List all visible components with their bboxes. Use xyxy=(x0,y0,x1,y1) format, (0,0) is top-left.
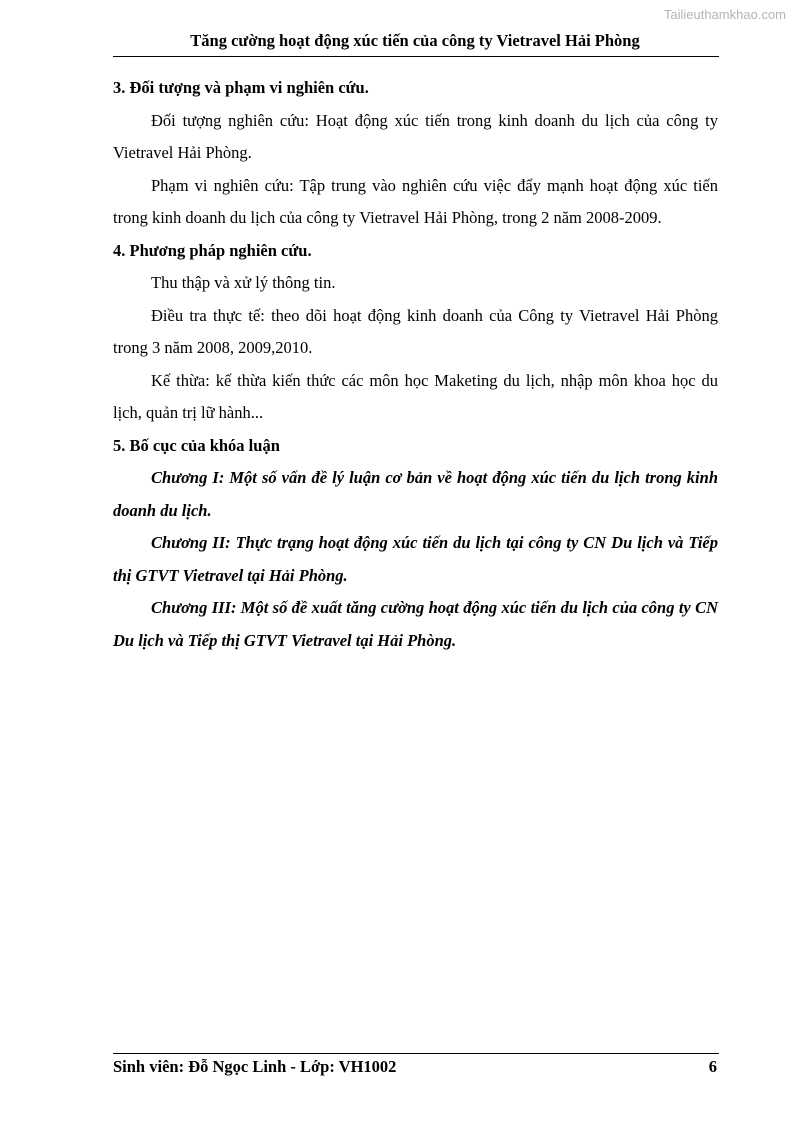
footer-divider xyxy=(113,1053,719,1054)
section-3-paragraph: Đối tượng nghiên cứu: Hoạt động xúc tiến trong kinh doanh du lịch của công ty Vietravel Hải Phòng. xyxy=(113,110,718,162)
section-4-paragraph: Điều tra thực tế: theo dõi hoạt động kinh doanh của Công ty Vietravel Hải Phòng trong 3 năm 2008, 2009,2010. xyxy=(113,305,718,357)
section-3-paragraph: Phạm vi nghiên cứu: Tập trung vào nghiên cứu việc đẩy mạnh hoạt động xúc tiến trong kinh doanh du lịch của công ty Vietravel Hải Phòng, trong 2 năm 2008-2009. xyxy=(113,175,718,227)
footer-author-line: Sinh viên: Đỗ Ngọc Linh - Lớp: VH1002 xyxy=(113,1057,397,1076)
chapter-item: Chương I: Một số vấn đề lý luận cơ bản về hoạt động xúc tiến du lịch trong kinh doanh du lịch. xyxy=(113,468,718,520)
page-number: 6 xyxy=(708,1057,717,1076)
watermark: Tailieuthamkhao.com xyxy=(663,7,786,22)
section-3-heading: 3. Đối tượng và phạm vi nghiên cứu. xyxy=(113,78,369,97)
chapter-item: Chương III: Một số đề xuất tăng cường hoạt động xúc tiến du lịch của công ty CN Du lịch và Tiếp thị GTVT Vietravel tại Hải Phòng. xyxy=(113,598,718,650)
section-4-paragraph: Thu thập và xử lý thông tin. xyxy=(151,273,336,292)
page-header-title: Tăng cường hoạt động xúc tiến của công ty Vietravel Hải Phòng xyxy=(190,31,640,50)
document-body xyxy=(113,72,718,657)
header-divider xyxy=(113,56,719,57)
page-footer xyxy=(113,1056,717,1078)
section-5-heading: 5. Bố cục của khóa luận xyxy=(113,435,280,455)
section-4-paragraph: Kế thừa: kế thừa kiến thức các môn học Maketing du lịch, nhập môn khoa học du lịch, quản trị lữ hành... xyxy=(113,370,718,422)
section-4-heading: 4. Phương pháp nghiên cứu. xyxy=(113,240,312,260)
chapter-item: Chương II: Thực trạng hoạt động xúc tiến du lịch tại công ty CN Du lịch và Tiếp thị GTVT Vietravel tại Hải Phòng. xyxy=(113,533,718,585)
